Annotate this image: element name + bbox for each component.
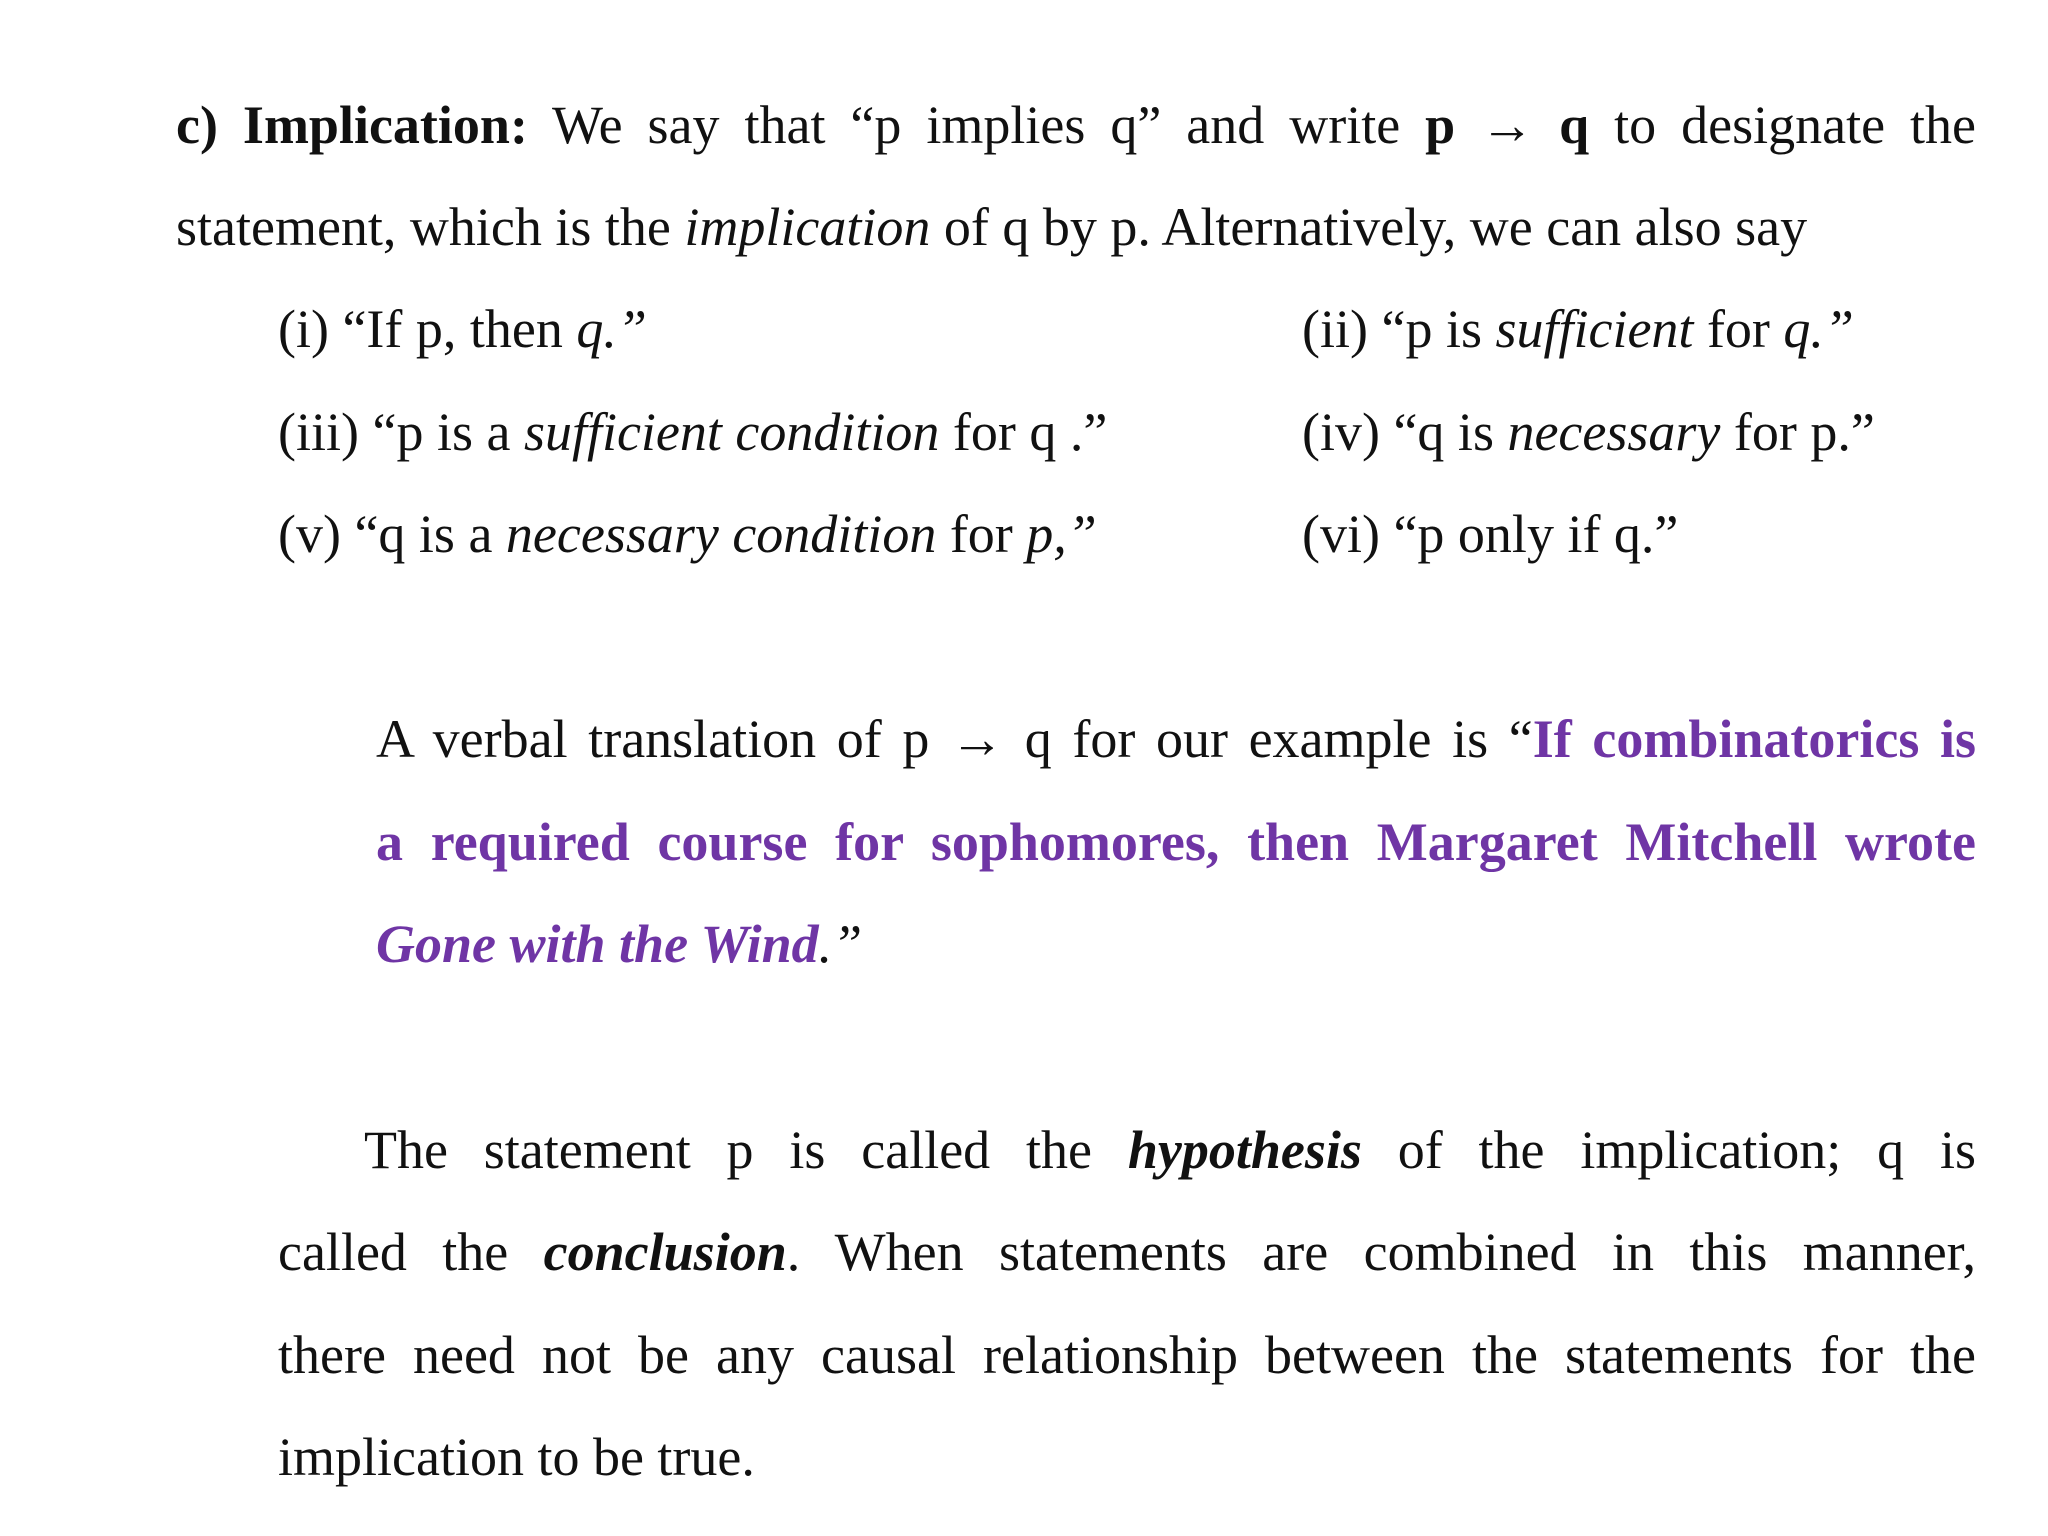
alt-iv-text: (iv) “q is: [1302, 402, 1494, 462]
definition-text-b: to designate the: [1614, 95, 1977, 155]
example-line-2: [376, 812, 1976, 872]
example-end: .”: [818, 914, 863, 974]
alt-v-end: p,”: [1026, 504, 1097, 564]
example-line-1: [376, 709, 1976, 769]
para-text-6: implication to be true.: [278, 1427, 755, 1487]
alternative-v: [278, 504, 1097, 564]
example-intro: A verbal translation of p → q for our example is “: [376, 709, 1533, 769]
alt-i-italic: q.”: [576, 299, 647, 359]
example-highlight-2: a required course for sophomores, then Margaret Mitchell wrote: [376, 812, 1976, 872]
hypothesis-term: hypothesis: [1127, 1120, 1362, 1180]
para-text-4: . When statements are combined in this manner,: [786, 1222, 1977, 1282]
alt-ii-for: for: [1706, 299, 1770, 359]
definition-text-a: We say that “p implies q” and write: [551, 95, 1401, 155]
alternative-iv: [1302, 402, 1875, 462]
alt-v-text: (v) “q is a: [278, 504, 493, 564]
hypothesis-line-1: [364, 1120, 1977, 1180]
book-title: Gone with the Wind: [376, 914, 819, 974]
alt-v-for: for: [949, 504, 1013, 564]
example-line-3: [376, 914, 863, 974]
alternative-iii: [278, 402, 1108, 462]
para-text-5: there need not be any causal relationship between the statements for the: [278, 1325, 1976, 1385]
alt-iii-text: (iii) “p is a: [278, 402, 511, 462]
alt-ii-italic: sufficient: [1495, 299, 1694, 359]
example-highlight-1: If combinatorics is: [1532, 709, 1976, 769]
hypothesis-line-4: [278, 1427, 755, 1487]
para-text-2: of the implication; q is: [1397, 1120, 1977, 1180]
alternative-i: [278, 299, 647, 359]
alt-i-text: (i) “If p, then: [278, 299, 563, 359]
alternative-vi: [1302, 504, 1679, 564]
implication-definition-line-1: [176, 95, 1977, 155]
section-label: c) Implication:: [176, 95, 528, 155]
hypothesis-line-2: [278, 1222, 1977, 1282]
alt-ii-end: q.”: [1783, 299, 1854, 359]
alternative-ii: [1302, 299, 1854, 359]
implication-formula: p → q: [1425, 95, 1590, 155]
conclusion-term: conclusion: [543, 1222, 787, 1282]
definition-text-d: of q by p. Alternatively, we can also say: [943, 197, 1808, 257]
para-text-1: The statement p is called the: [364, 1120, 1092, 1180]
alt-iv-end: for p.”: [1733, 402, 1875, 462]
hypothesis-line-3: [278, 1325, 1976, 1385]
alt-v-italic: necessary condition: [505, 504, 937, 564]
implication-definition-line-2: [176, 197, 1808, 257]
para-text-3: called the: [278, 1222, 509, 1282]
implication-term: implication: [684, 197, 931, 257]
alt-iii-italic: sufficient condition: [523, 402, 940, 462]
definition-text-c: statement, which is the: [176, 197, 671, 257]
alt-iv-italic: necessary: [1507, 402, 1721, 462]
alt-ii-text: (ii) “p is: [1302, 299, 1482, 359]
alt-vi-text: (vi) “p only if q.”: [1302, 504, 1679, 564]
alt-iii-end: for q .”: [952, 402, 1108, 462]
